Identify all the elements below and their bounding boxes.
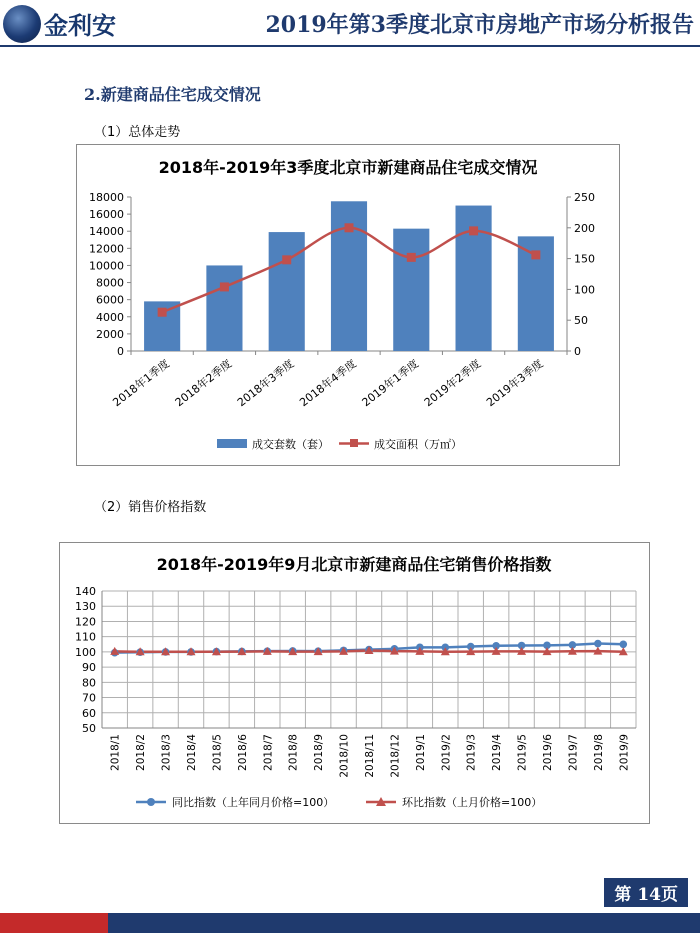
x-tick-label: 2019/6 xyxy=(542,734,554,771)
header-divider xyxy=(0,45,700,47)
legend-line-label: 成交面积（万㎡） xyxy=(374,438,462,451)
y-tick-label: 60 xyxy=(82,706,96,720)
transaction-chart xyxy=(76,144,620,466)
legend-line-marker xyxy=(350,439,358,447)
y-tick-label: 2000 xyxy=(96,327,124,341)
y-tick-label: 12000 xyxy=(89,242,124,256)
x-tick-label: 2019/2 xyxy=(440,734,453,771)
company-name: 金利安 xyxy=(44,11,116,40)
x-tick-label: 2018/1 xyxy=(109,734,122,771)
bar xyxy=(206,265,242,351)
subsection-overall-trend: （1）总体走势 xyxy=(94,125,181,140)
area-point xyxy=(469,226,478,235)
x-tick-label: 2018/11 xyxy=(364,734,376,778)
y-tick-label: 4000 xyxy=(96,310,124,324)
y-tick-label: 100 xyxy=(75,645,96,659)
x-tick-label: 2019/9 xyxy=(618,734,631,771)
section-title: 2.新建商品住宅成交情况 xyxy=(84,85,261,104)
y-tick-label: 6000 xyxy=(96,293,124,307)
y-tick-label: 110 xyxy=(75,630,96,644)
x-tick-label: 2018年3季度 xyxy=(234,357,297,410)
yoy-point xyxy=(619,640,627,648)
footer-blue-bar xyxy=(108,913,700,933)
y-tick-label: 18000 xyxy=(89,191,124,204)
page-number: 第 14页 xyxy=(604,878,688,907)
x-tick-label: 2019/4 xyxy=(491,734,504,771)
area-point xyxy=(531,250,540,259)
legend-mom-label: 环比指数（上月价格=100） xyxy=(402,796,543,809)
x-tick-label: 2018/10 xyxy=(338,734,351,778)
area-point xyxy=(220,282,229,291)
x-tick-label: 2018年2季度 xyxy=(172,357,235,410)
area-point xyxy=(158,308,167,317)
legend-bar-swatch xyxy=(217,439,247,448)
x-tick-label: 2019/8 xyxy=(592,734,605,771)
x-tick-label: 2018/6 xyxy=(236,734,249,771)
x-tick-label: 2018年1季度 xyxy=(110,357,172,410)
y-tick-label: 0 xyxy=(117,345,124,358)
x-tick-label: 2019年2季度 xyxy=(421,357,484,410)
x-tick-label: 2018/5 xyxy=(211,734,224,771)
legend-yoy-label: 同比指数（上年同月价格=100） xyxy=(172,796,335,809)
x-tick-label: 2018/12 xyxy=(389,734,402,778)
report-title: 2019年第3季度北京市房地产市场分析报告 xyxy=(265,12,694,38)
y-tick-label: 70 xyxy=(82,691,96,705)
price-index-chart xyxy=(59,542,650,824)
y-tick-label: 140 xyxy=(75,585,96,598)
x-tick-label: 2018年4季度 xyxy=(297,357,359,410)
x-tick-label: 2018/7 xyxy=(262,734,275,771)
y2-tick-label: 250 xyxy=(574,191,595,204)
y2-tick-label: 100 xyxy=(574,283,595,297)
area-point xyxy=(282,255,291,264)
x-tick-label: 2018/4 xyxy=(186,734,198,771)
y2-tick-label: 0 xyxy=(574,345,581,358)
area-point xyxy=(345,223,354,232)
chart-title: 2018年-2019年9月北京市新建商品住宅销售价格指数 xyxy=(156,555,552,574)
y-tick-label: 50 xyxy=(82,722,96,735)
y-tick-label: 130 xyxy=(75,600,96,614)
y-tick-label: 14000 xyxy=(89,225,124,239)
yoy-point xyxy=(594,640,602,648)
x-tick-label: 2019/7 xyxy=(567,734,580,771)
y-tick-label: 10000 xyxy=(89,259,124,273)
area-point xyxy=(407,253,416,262)
subsection-price-index: （2）销售价格指数 xyxy=(94,500,207,515)
y-tick-label: 90 xyxy=(82,661,96,675)
y2-tick-label: 150 xyxy=(574,252,595,266)
chart-title: 2018年-2019年3季度北京市新建商品住宅成交情况 xyxy=(158,158,538,177)
legend-yoy-marker xyxy=(147,798,155,806)
y-tick-label: 8000 xyxy=(96,276,124,290)
y2-tick-label: 50 xyxy=(574,314,588,328)
x-tick-label: 2019/3 xyxy=(465,734,478,771)
legend-bar-label: 成交套数（套） xyxy=(252,438,329,451)
x-tick-label: 2019年3季度 xyxy=(484,357,546,410)
bar xyxy=(393,229,429,351)
x-tick-label: 2019年1季度 xyxy=(359,357,422,410)
x-tick-label: 2018/3 xyxy=(160,734,173,771)
bar xyxy=(269,232,305,351)
page-header xyxy=(0,0,700,46)
y-tick-label: 120 xyxy=(75,615,96,629)
x-tick-label: 2018/9 xyxy=(313,734,326,771)
x-tick-label: 2018/8 xyxy=(287,734,300,771)
transaction-chart-svg xyxy=(77,145,619,465)
x-tick-label: 2018/2 xyxy=(135,734,148,771)
company-logo xyxy=(3,5,41,43)
y-tick-label: 80 xyxy=(82,676,96,690)
x-tick-label: 2019/5 xyxy=(516,734,529,771)
y2-tick-label: 200 xyxy=(574,221,595,235)
price-index-chart-svg xyxy=(60,543,649,823)
x-tick-label: 2019/1 xyxy=(414,734,427,771)
y-tick-label: 16000 xyxy=(89,208,124,222)
footer-red-bar xyxy=(0,913,108,933)
